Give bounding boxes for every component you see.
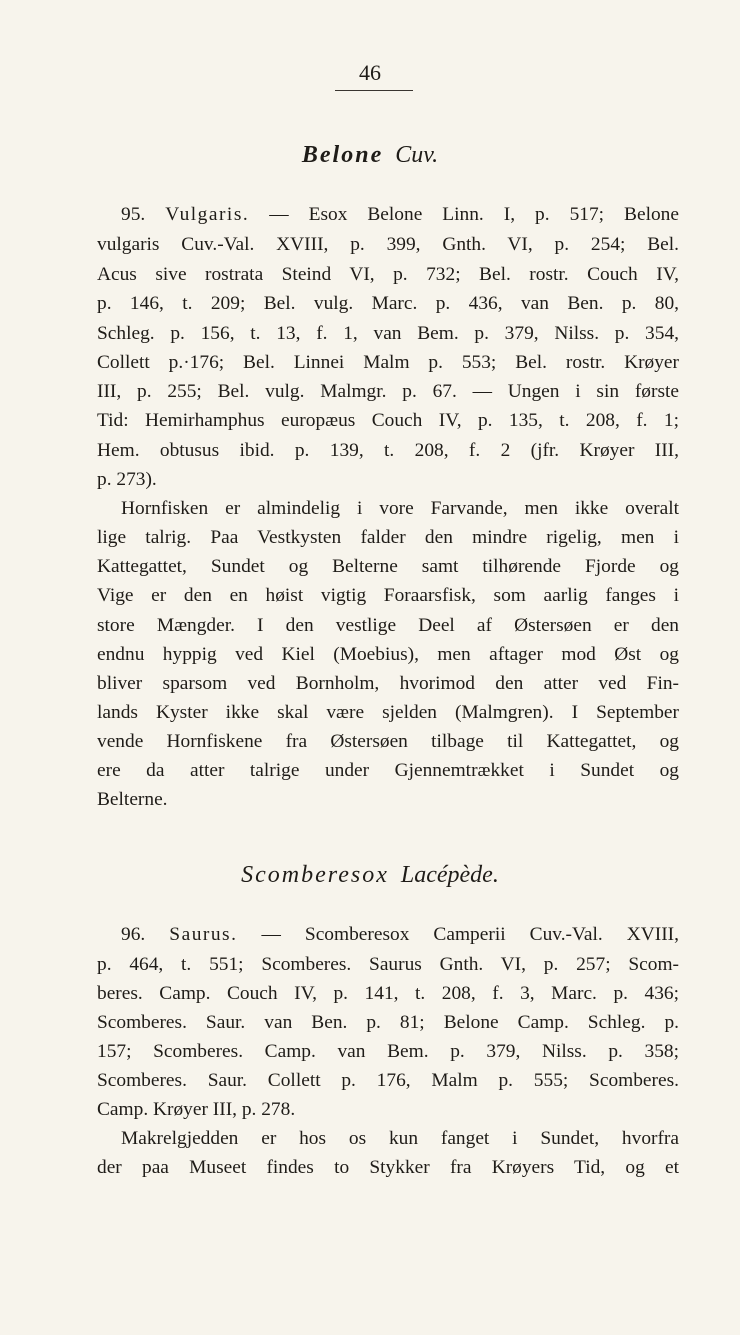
synonymy-line: Tid: Hemirhamphus europæus Couch IV, p. 135, t. 208, f. 1; (97, 410, 679, 431)
synonymy-line: Hem. obtusus ibid. p. 139, t. 208, f. 2 (jfr. Krøyer III, (97, 440, 679, 461)
synonymy-line: Scomberes. Saur. van Ben. p. 81; Belone Camp. Schleg. p. (97, 1012, 679, 1033)
paragraph-line: der paa Museet findes to Stykker fra Krøyers Tid, og et (97, 1157, 679, 1178)
genus-heading-scomberesox (0, 862, 740, 889)
paragraph-line: Belterne. (97, 789, 168, 810)
genus-author: Cuv. (395, 142, 439, 168)
paragraph-line: lige talrig. Paa Vestkysten falder den mindre rigelig, men i (97, 527, 679, 548)
synonymy-line: III, p. 255; Bel. vulg. Malmgr. p. 67. — Ungen i sin første (97, 381, 679, 402)
synonymy-line: beres. Camp. Couch IV, p. 141, t. 208, f. 3, Marc. p. 436; (97, 983, 679, 1004)
paragraph-line: Vige er den en høist vigtig Foraarsfisk, som aarlig fanges i (97, 585, 679, 606)
genus-name: Belone (301, 142, 384, 168)
paragraph-line: Hornfisken er almindelig i vore Farvande, men ikke overalt (121, 498, 679, 519)
genus-heading-belone (0, 142, 740, 169)
genus-name: Scomberesox (241, 862, 389, 888)
synonymy-text: — Esox Belone Linn. I, p. 517; Belone (269, 204, 679, 225)
paragraph-line: Kattegattet, Sundet og Belterne samt tilhørende Fjorde og (97, 556, 679, 577)
synonymy-line: Camp. Krøyer III, p. 278. (97, 1099, 296, 1120)
paragraph-line: vende Hornfiskene fra Østersøen tilbage til Kattegattet, og (97, 731, 679, 752)
entry-first-line (121, 203, 679, 227)
synonymy-line: Schleg. p. 156, t. 13, f. 1, van Bem. p. 379, Nilss. p. 354, (97, 323, 679, 344)
paragraph-line: Makrelgjedden er hos os kun fanget i Sundet, hvorfra (121, 1128, 679, 1149)
synonymy-text: — Scomberesox Camperii Cuv.-Val. XVIII, (261, 924, 679, 945)
entry-number: 96. (121, 924, 146, 945)
paragraph-line: store Mængder. I den vestlige Deel af Østersøen er den (97, 615, 679, 636)
entry-number: 95. (121, 204, 146, 225)
species-name: Vulgaris. (165, 204, 250, 225)
paragraph-line: endnu hyppig ved Kiel (Moebius), men aftager mod Øst og (97, 644, 679, 665)
paragraph-line: lands Kyster ikke skal være sjelden (Malmgren). I September (97, 702, 679, 723)
synonymy-line: Acus sive rostrata Steind VI, p. 732; Bel. rostr. Couch IV, (97, 264, 679, 285)
synonymy-line: p. 146, t. 209; Bel. vulg. Marc. p. 436, van Ben. p. 80, (97, 293, 679, 314)
synonymy-line: p. 273). (97, 469, 157, 490)
synonymy-line: Scomberes. Saur. Collett p. 176, Malm p. 555; Scomberes. (97, 1070, 679, 1091)
paragraph-line: bliver sparsom ved Bornholm, hvorimod den atter ved Fin- (97, 673, 679, 694)
paragraph-line: ere da atter talrige under Gjennemtrækket i Sundet og (97, 760, 679, 781)
page-number: 46 (359, 60, 381, 85)
entry-first-line (121, 923, 679, 947)
genus-author: Lacépède. (400, 862, 499, 888)
synonymy-line: Collett p.·176; Bel. Linnei Malm p. 553; Bel. rostr. Krøyer (97, 352, 679, 373)
page-number-rule (335, 90, 413, 91)
species-name: Saurus. (169, 924, 238, 945)
synonymy-line: 157; Scomberes. Camp. van Bem. p. 379, Nilss. p. 358; (97, 1041, 679, 1062)
synonymy-line: vulgaris Cuv.-Val. XVIII, p. 399, Gnth. VI, p. 254; Bel. (97, 234, 679, 255)
synonymy-line: p. 464, t. 551; Scomberes. Saurus Gnth. VI, p. 257; Scom- (97, 954, 679, 975)
